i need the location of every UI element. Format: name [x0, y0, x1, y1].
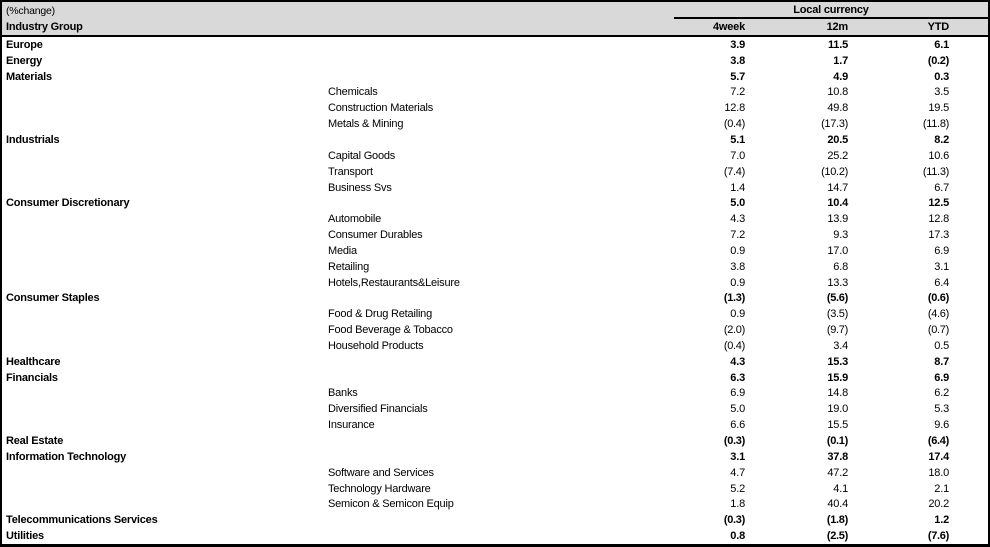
value-cell: 12.8 — [928, 213, 949, 226]
value-cell: 3.1 — [934, 260, 949, 273]
value-cell: (2.5) — [826, 530, 848, 543]
table-row — [2, 354, 988, 370]
value-cell: 6.6 — [730, 419, 745, 432]
value-cell: (2.0) — [723, 324, 745, 337]
value-cell: (7.4) — [723, 165, 745, 178]
industry-group-label: Healthcare — [6, 355, 61, 368]
sub-industry-label: Transport — [328, 165, 373, 178]
value-cell: 14.7 — [827, 181, 848, 194]
table-row — [2, 417, 988, 433]
industry-group-label: Telecommunications Services — [6, 514, 158, 527]
sub-industry-label: Semicon & Semicon Equip — [328, 498, 454, 511]
table-row — [2, 164, 988, 180]
table-row — [2, 116, 988, 132]
value-cell: 13.3 — [827, 276, 848, 289]
value-cell: 17.4 — [928, 450, 949, 463]
value-cell: 5.0 — [730, 403, 745, 416]
value-cell: (0.2) — [927, 54, 949, 67]
table-row — [2, 211, 988, 227]
percent-change-label: (%change) — [6, 4, 55, 17]
value-cell: 10.8 — [827, 86, 848, 99]
table-row — [2, 275, 988, 291]
sub-industry-label: Chemicals — [328, 86, 378, 99]
value-cell: 0.9 — [730, 276, 745, 289]
sub-industry-label: Diversified Financials — [328, 403, 428, 416]
table-row — [2, 132, 988, 148]
value-cell: 5.1 — [730, 133, 745, 146]
value-cell: (7.6) — [927, 530, 949, 543]
table-header — [2, 2, 988, 37]
table-body — [2, 37, 988, 544]
value-cell: 8.7 — [934, 355, 949, 368]
table-row — [2, 512, 988, 528]
value-cell: 19.5 — [928, 102, 949, 115]
table-row — [2, 180, 988, 196]
table-row — [2, 69, 988, 85]
table-row — [2, 481, 988, 497]
table-row — [2, 401, 988, 417]
value-cell: 17.3 — [928, 229, 949, 242]
industry-group-label: Information Technology — [6, 450, 127, 463]
column-header-4week: 4week — [712, 21, 745, 33]
value-cell: 6.8 — [833, 260, 848, 273]
value-cell: 6.1 — [934, 38, 949, 51]
table-row — [2, 306, 988, 322]
value-cell: 15.9 — [827, 371, 848, 384]
industry-group-label: Energy — [6, 54, 43, 67]
value-cell: (17.3) — [821, 118, 848, 131]
value-cell: 3.5 — [934, 86, 949, 99]
value-cell: 14.8 — [827, 387, 848, 400]
value-cell: (0.1) — [826, 435, 848, 448]
value-cell: (6.4) — [927, 435, 949, 448]
column-header-ytd: YTD — [927, 21, 949, 33]
value-cell: 20.2 — [928, 498, 949, 511]
sub-industry-label: Consumer Durables — [328, 229, 423, 242]
value-cell: (0.4) — [723, 118, 745, 131]
table-row — [2, 195, 988, 211]
value-cell: 9.3 — [833, 229, 848, 242]
value-cell: 20.5 — [827, 133, 848, 146]
value-cell: 5.0 — [730, 197, 745, 210]
value-cell: 0.5 — [934, 339, 949, 352]
value-cell: 6.9 — [730, 387, 745, 400]
value-cell: 9.6 — [934, 419, 949, 432]
sub-industry-label: Media — [328, 244, 357, 257]
value-cell: (4.6) — [927, 308, 949, 321]
value-cell: (9.7) — [826, 324, 848, 337]
value-cell: 18.0 — [928, 466, 949, 479]
value-cell: 6.2 — [934, 387, 949, 400]
table-row — [2, 259, 988, 275]
value-cell: 4.3 — [730, 355, 745, 368]
value-cell: 11.5 — [827, 38, 848, 51]
value-cell: 12.5 — [928, 197, 949, 210]
value-cell: (10.2) — [821, 165, 848, 178]
table-row — [2, 496, 988, 512]
industry-group-label: Consumer Staples — [6, 292, 100, 305]
industry-group-column-header: Industry Group — [6, 21, 83, 33]
value-cell: 12.8 — [724, 102, 745, 115]
value-cell: 6.3 — [730, 371, 745, 384]
value-cell: 2.1 — [934, 482, 949, 495]
value-cell: 7.2 — [730, 86, 745, 99]
value-cell: (11.3) — [922, 165, 949, 178]
value-cell: 4.3 — [730, 213, 745, 226]
value-cell: (11.8) — [922, 118, 949, 131]
sub-industry-label: Hotels,Restaurants&Leisure — [328, 276, 460, 289]
value-cell: 10.6 — [928, 149, 949, 162]
value-cell: 0.9 — [730, 244, 745, 257]
value-cell: 1.2 — [934, 514, 949, 527]
value-cell: 6.4 — [934, 276, 949, 289]
value-cell: 4.9 — [833, 70, 848, 83]
value-cell: 7.2 — [730, 229, 745, 242]
industry-group-label: Real Estate — [6, 435, 64, 448]
value-cell: (3.5) — [826, 308, 848, 321]
value-cell: 5.3 — [934, 403, 949, 416]
table-row — [2, 386, 988, 402]
industry-group-label: Consumer Discretionary — [6, 197, 130, 210]
value-cell: 0.3 — [934, 70, 949, 83]
value-cell: (0.3) — [723, 514, 745, 527]
value-cell: (1.3) — [723, 292, 745, 305]
value-cell: 37.8 — [827, 450, 848, 463]
industry-group-label: Financials — [6, 371, 58, 384]
header-row-columns — [2, 19, 988, 37]
value-cell: 0.9 — [730, 308, 745, 321]
value-cell: 6.7 — [934, 181, 949, 194]
table-row — [2, 227, 988, 243]
value-cell: 1.4 — [730, 181, 745, 194]
local-currency-group-header: Local currency — [674, 2, 988, 19]
value-cell: (0.7) — [927, 324, 949, 337]
value-cell: 40.4 — [827, 498, 848, 511]
value-cell: 25.2 — [827, 149, 848, 162]
value-cell: 15.3 — [827, 355, 848, 368]
industry-group-label: Europe — [6, 38, 43, 51]
table-row — [2, 85, 988, 101]
value-cell: (0.3) — [723, 435, 745, 448]
sub-industry-label: Capital Goods — [328, 149, 396, 162]
value-cell: 19.0 — [827, 403, 848, 416]
table-row — [2, 370, 988, 386]
sub-industry-label: Construction Materials — [328, 102, 434, 115]
value-cell: 10.4 — [827, 197, 848, 210]
value-cell: 0.8 — [730, 530, 745, 543]
industry-group-label: Materials — [6, 70, 52, 83]
value-cell: (0.6) — [927, 292, 949, 305]
value-cell: 13.9 — [827, 213, 848, 226]
value-cell: 6.9 — [934, 371, 949, 384]
value-cell: 3.1 — [730, 450, 745, 463]
sub-industry-label: Food Beverage & Tobacco — [328, 324, 453, 337]
column-header-12m: 12m — [826, 21, 848, 33]
value-cell: 17.0 — [827, 244, 848, 257]
value-cell: 5.7 — [730, 70, 745, 83]
value-cell: 3.8 — [730, 54, 745, 67]
table-row — [2, 148, 988, 164]
table-row — [2, 433, 988, 449]
value-cell: 15.5 — [827, 419, 848, 432]
industry-group-label: Utilities — [6, 530, 44, 543]
value-cell: 5.2 — [730, 482, 745, 495]
sub-industry-label: Software and Services — [328, 466, 434, 479]
sub-industry-label: Insurance — [328, 419, 375, 432]
value-cell: (0.4) — [723, 339, 745, 352]
value-cell: (1.8) — [826, 514, 848, 527]
value-cell: (5.6) — [826, 292, 848, 305]
industry-group-label: Industrials — [6, 133, 60, 146]
table-row — [2, 53, 988, 69]
sub-industry-label: Banks — [328, 387, 358, 400]
value-cell: 49.8 — [827, 102, 848, 115]
table-row — [2, 449, 988, 465]
table-row — [2, 465, 988, 481]
table-row — [2, 291, 988, 307]
sub-industry-label: Automobile — [328, 213, 382, 226]
value-cell: 3.8 — [730, 260, 745, 273]
value-cell: 1.8 — [730, 498, 745, 511]
table-row — [2, 100, 988, 116]
value-cell: 4.1 — [833, 482, 848, 495]
sub-industry-label: Metals & Mining — [328, 118, 404, 131]
value-cell: 3.4 — [833, 339, 848, 352]
value-cell: 3.9 — [730, 38, 745, 51]
sub-industry-label: Household Products — [328, 339, 424, 352]
table-row — [2, 322, 988, 338]
value-cell: 8.2 — [934, 133, 949, 146]
value-cell: 1.7 — [833, 54, 848, 67]
table-row — [2, 37, 988, 53]
sub-industry-label: Technology Hardware — [328, 482, 431, 495]
value-cell: 6.9 — [934, 244, 949, 257]
value-cell: 4.7 — [730, 466, 745, 479]
value-cell: 47.2 — [827, 466, 848, 479]
table-row — [2, 243, 988, 259]
sub-industry-label: Food & Drug Retailing — [328, 308, 433, 321]
value-cell: 7.0 — [730, 149, 745, 162]
table-row — [2, 528, 988, 544]
sub-industry-label: Business Svs — [328, 181, 392, 194]
sub-industry-label: Retailing — [328, 260, 370, 273]
table-row — [2, 338, 988, 354]
header-row-currency — [2, 2, 988, 19]
